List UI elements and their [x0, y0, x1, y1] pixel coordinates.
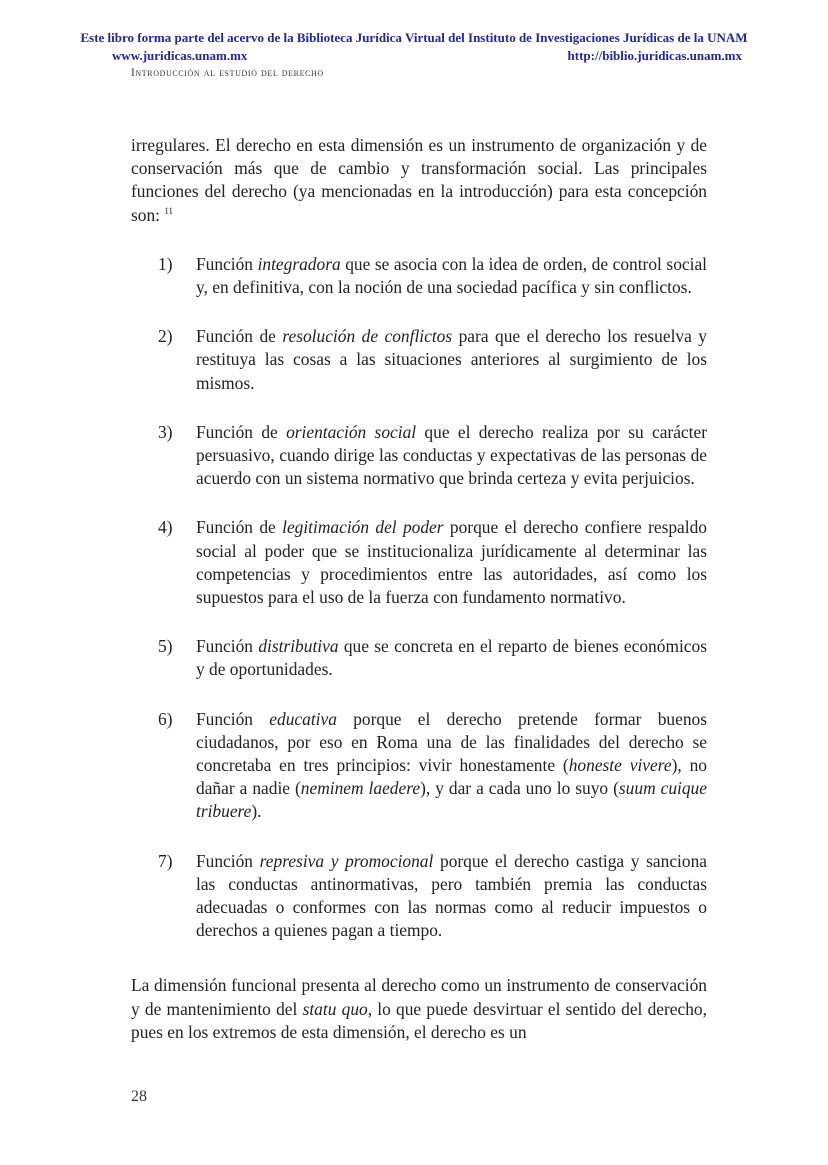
item-text: Función distributiva que se concreta en el reparto de bienes económicos y de oportunidades. — [196, 636, 707, 680]
item-text: Función de resolución de conflictos para que el derecho los resuelva y restituya las cosas a las situaciones anteriores al surgimiento de los mismos. — [196, 326, 708, 393]
library-banner: Este libro forma parte del acervo de la Biblioteca Jurídica Virtual del Instituto de Investigaciones Jurídicas de la UNAM — [80, 30, 748, 45]
page-body — [131, 134, 707, 1044]
list-item — [158, 708, 707, 824]
list-item — [158, 635, 707, 681]
item-text: Función de legitimación del poder porque el derecho confiere respaldo social al poder que se institucionaliza jurídicamente al determinar las competencias y procedimientos entre las autoridades, así como los supuestos para el uso de la fuerza con fundamento normativo. — [196, 517, 707, 608]
list-item — [158, 253, 707, 299]
header-links — [112, 48, 742, 64]
item-text: Función represiva y promocional porque el derecho castiga y sanciona las conductas antinormativas, pero también premia las conductas adecuadas o conformes con las normas como al reducir impuestos o derechos a quienes pagan a tiempo. — [196, 850, 707, 941]
item-number: 7) — [158, 850, 173, 871]
item-number: 4) — [158, 517, 173, 538]
biblio-link[interactable]: http://biblio.juridicas.unam.mx — [567, 48, 742, 63]
juridicas-link[interactable]: www.juridicas.unam.mx — [112, 48, 248, 63]
list-item — [158, 516, 707, 609]
running-head: Introducción al estudio del derecho — [131, 67, 324, 79]
item-number: 2) — [158, 326, 173, 347]
item-number: 3) — [158, 421, 173, 442]
item-number: 1) — [158, 253, 173, 274]
item-text: Función de orientación social que el derecho realiza por su carácter persuasivo, cuando dirige las conductas y expectativas de las personas de acuerdo con un sistema normativo que brinda certeza y evita perjuicios. — [196, 421, 707, 489]
page-number: 28 — [131, 1088, 147, 1105]
lead-text: irregulares. El derecho en esta dimensión es un instrumento de organización y de conservación más que de cambio y transformación social. Las principales funciones del derecho (ya mencionadas en la introducción) para esta concepción son: — [131, 135, 707, 225]
list-item — [158, 325, 707, 395]
list-item — [158, 421, 707, 491]
item-text: Función educativa porque el derecho pretende formar buenos ciudadanos, por eso en Roma una de las finalidades del derecho se concretaba en tres principios: vivir honestamente (honeste vivere), no dañar a nadie (neminem laedere), y dar a cada uno lo suyo (suum cuique tribuere). — [196, 708, 707, 822]
item-number: 6) — [158, 708, 173, 729]
list-item — [158, 850, 707, 943]
footnote-ref[interactable]: 11 — [164, 205, 174, 216]
lead-paragraph — [131, 134, 707, 227]
functions-list — [131, 253, 707, 943]
item-text: Función integradora que se asocia con la idea de orden, de control social y, en definitiva, con la noción de una sociedad pacífica y sin conflictos. — [196, 253, 707, 298]
closing-paragraph: La dimensión funcional presenta al derecho como un instrumento de conservación y de mantenimiento del statu quo, lo que puede desvirtuar el sentido del derecho, pues en los extremos de esta dimensión, el derecho es un — [131, 975, 707, 1042]
item-number: 5) — [158, 636, 173, 657]
